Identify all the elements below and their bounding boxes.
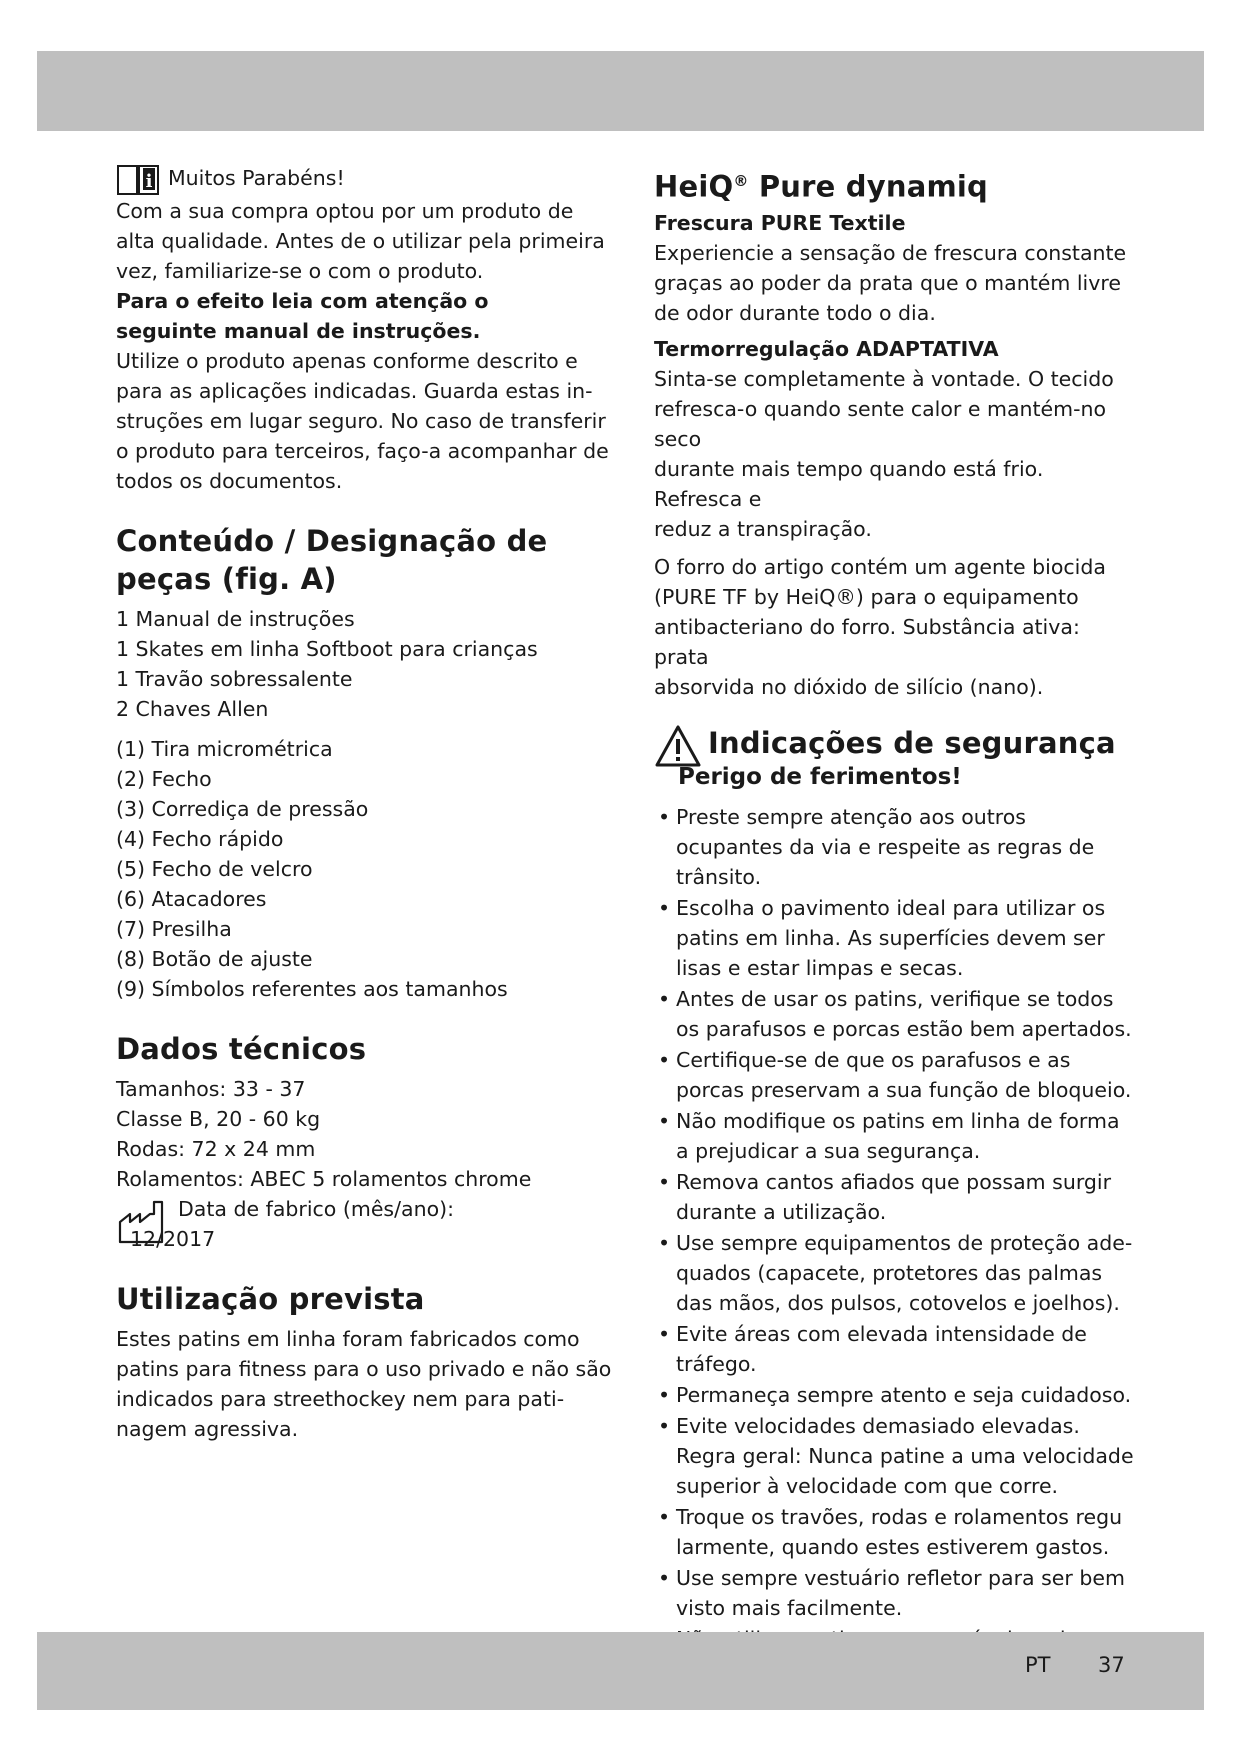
safety-bullet-text: Evite velocidades demasiado elevadas. <box>676 1413 1080 1438</box>
heiq-reg-mark: ® <box>733 172 749 190</box>
right-column <box>654 160 1134 1654</box>
part-item: (1) Tira micrométrica <box>116 737 333 761</box>
content-item: 1 Skates em linha Softboot para crianças <box>116 637 538 661</box>
date-label: Data de fabrico (mês/ano): <box>178 1197 455 1221</box>
header-bar <box>37 51 1204 131</box>
usage-line-2: para as aplicações indicadas. Guarda estas in- <box>116 379 593 403</box>
intro-heading <box>116 160 616 196</box>
content-item: 1 Travão sobressalente <box>116 667 353 691</box>
contents-heading <box>116 522 616 598</box>
safety-bullet: • Preste sempre atenção aos outros ocupantes da via e respeite as regras de trânsito. <box>654 802 1134 892</box>
part-item: (6) Atacadores <box>116 887 267 911</box>
contents-heading-line-2: peças (fig. A) <box>116 562 337 596</box>
safety-heading <box>654 724 1134 792</box>
safety-bullet: • Use sempre equipamentos de proteção ade- quados (capacete, protetores das palmas das mãos, dos pulsos, cotovelos e joelhos). <box>654 1228 1134 1318</box>
safety-general-rule: Regra geral: Nunca patine a uma velocidade superior à velocidade com que corre. <box>676 1443 1134 1498</box>
tech-line: Rodas: 72 x 24 mm <box>116 1137 316 1161</box>
biocide-line: O forro do artigo contém um agente biocida <box>654 554 1106 579</box>
safety-bullet: • Remova cantos afiados que possam surgir durante a utilização. <box>654 1167 1134 1227</box>
safety-bullet: • Use sempre vestuário refletor para ser bem visto mais facilmente. <box>654 1563 1134 1623</box>
biocide-line: antibacteriano do forro. Substância ativa: prata <box>654 614 1080 669</box>
manufacture-date <box>116 1194 616 1254</box>
tech-line: Tamanhos: 33 - 37 <box>116 1077 306 1101</box>
safety-bullet: • Antes de usar os patins, verifique se todos os parafusos e porcas estão bem apertados. <box>654 984 1134 1044</box>
contents-heading-line-1: Conteúdo / Designação de <box>116 524 548 558</box>
fresh-heading: Frescura PURE Textile <box>654 210 906 235</box>
thermo-line: reduz a transpiração. <box>654 516 872 541</box>
thermo-line: Sinta-se completamente à vontade. O tecido <box>654 366 1114 391</box>
safety-subtitle: Perigo de ferimentos! <box>678 763 962 790</box>
safety-bullet: • Não modifique os patins em linha de forma a prejudicar a sua segurança. <box>654 1106 1134 1166</box>
usage-line-5: todos os documentos. <box>116 469 343 493</box>
fresh-line: graças ao poder da prata que o mantém livre <box>654 270 1121 295</box>
heiq-title-rest: Pure dynamiq <box>748 169 989 204</box>
intro-bold-2: seguinte manual de instruções. <box>116 319 481 343</box>
page-number: 37 <box>1098 1653 1125 1677</box>
safety-bullet: • Permaneça sempre atento e seja cuidadoso. <box>654 1380 1134 1410</box>
intro-line-3: vez, familiarize-se o com o produto. <box>116 259 484 283</box>
tech-line: Classe B, 20 - 60 kg <box>116 1107 321 1131</box>
thermo-line: refresca-o quando sente calor e mantém-no seco <box>654 396 1107 451</box>
fresh-line: Experiencie a sensação de frescura constante <box>654 240 1127 265</box>
thermo-heading: Termorregulação ADAPTATIVA <box>654 336 999 361</box>
intro-line-1: Com a sua compra optou por um produto de <box>116 199 574 223</box>
usage-line-4: o produto para terceiros, faço-a acompanhar de <box>116 439 609 463</box>
date-value: 12/2017 <box>130 1227 216 1251</box>
part-item: (5) Fecho de velcro <box>116 857 313 881</box>
part-item: (9) Símbolos referentes aos tamanhos <box>116 977 508 1001</box>
usage-line-3: struções em lugar seguro. No caso de transferir <box>116 409 606 433</box>
part-item: (3) Corrediça de pressão <box>116 797 369 821</box>
safety-title: Indicações de segurança <box>708 725 1116 760</box>
safety-bullet-with-rule <box>654 1411 1134 1501</box>
intended-line: Estes patins em linha foram fabricados como <box>116 1327 580 1351</box>
safety-bullet: • Certifique-se de que os parafusos e as porcas preservam a sua função de bloqueio. <box>654 1045 1134 1105</box>
safety-list <box>654 802 1134 1654</box>
part-item: (4) Fecho rápido <box>116 827 284 851</box>
usage-line-1: Utilize o produto apenas conforme descrito e <box>116 349 578 373</box>
svg-text:i: i <box>145 171 153 192</box>
info-manual-icon <box>116 160 160 196</box>
intended-line: nagem agressiva. <box>116 1417 299 1441</box>
heiq-heading <box>654 162 1134 206</box>
technical-heading: Dados técnicos <box>116 1032 367 1066</box>
tech-line: Rolamentos: ABEC 5 rolamentos chrome <box>116 1167 532 1191</box>
intended-line: indicados para streethockey nem para pati- <box>116 1387 565 1411</box>
intended-use-heading: Utilização prevista <box>116 1282 425 1316</box>
thermo-line: durante mais tempo quando está frio. Refresca e <box>654 456 1044 511</box>
left-column <box>116 160 616 1444</box>
footer-language: PT <box>1025 1653 1051 1677</box>
part-item: (7) Presilha <box>116 917 232 941</box>
content-item: 2 Chaves Allen <box>116 697 269 721</box>
part-item: (8) Botão de ajuste <box>116 947 313 971</box>
heiq-brand: HeiQ <box>654 169 734 204</box>
safety-bullet: • Troque os travões, rodas e rolamentos regu larmente, quando estes estiverem gastos. <box>654 1502 1134 1562</box>
intro-bold-1: Para o efeito leia com atenção o <box>116 289 489 313</box>
congrats-text: Muitos Parabéns! <box>168 166 345 190</box>
part-item: (2) Fecho <box>116 767 212 791</box>
fresh-line: de odor durante todo o dia. <box>654 300 936 325</box>
intro-line-2: alta qualidade. Antes de o utilizar pela primeira <box>116 229 605 253</box>
content-item: 1 Manual de instruções <box>116 607 355 631</box>
safety-bullet: • Escolha o pavimento ideal para utilizar os patins em linha. As superfícies devem ser lisas e estar limpas e secas. <box>654 893 1134 983</box>
biocide-line: (PURE TF by HeiQ®) para o equipamento <box>654 584 1079 609</box>
biocide-line: absorvida no dióxido de silício (nano). <box>654 674 1044 699</box>
safety-bullet: • Evite áreas com elevada intensidade de tráfego. <box>654 1319 1134 1379</box>
intended-line: patins para fitness para o uso privado e não são <box>116 1357 612 1381</box>
